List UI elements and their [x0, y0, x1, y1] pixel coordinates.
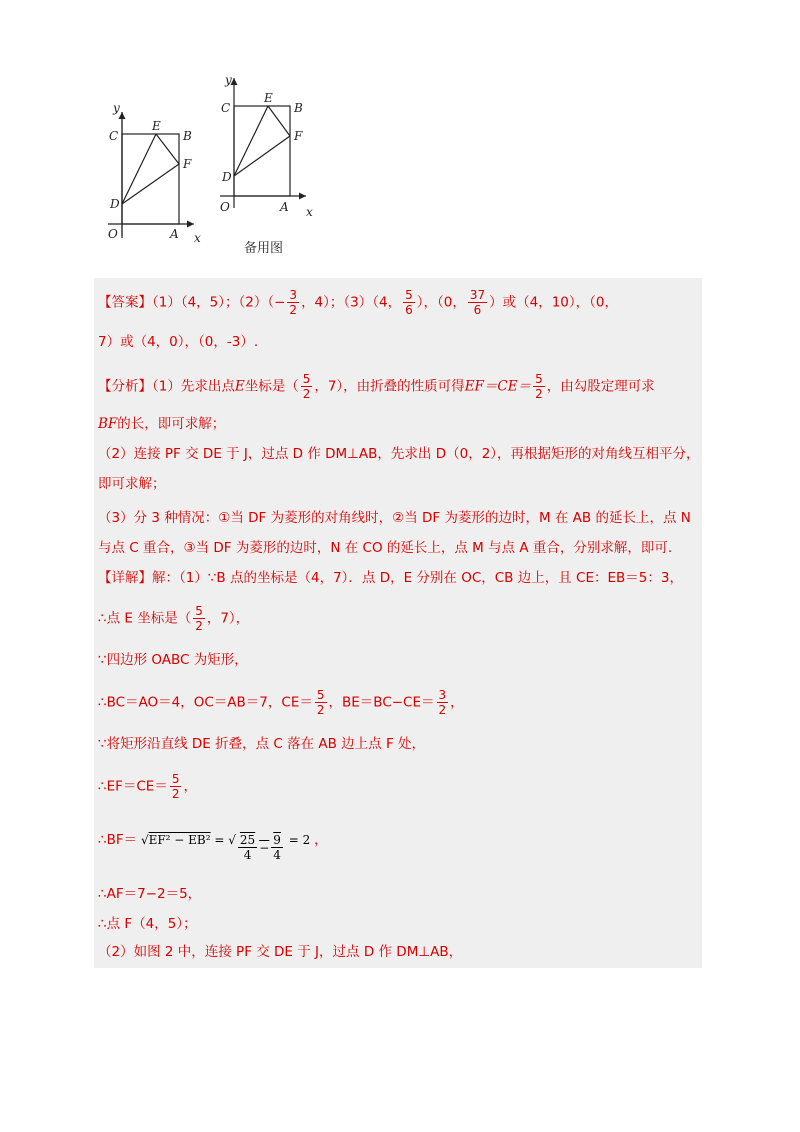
- analysis-line-1: 【分析】（1）先求出点E坐标是（ $\frac{5}{2}$ ，7），由折叠的性质可得EF＝CE＝ $\frac{5}{2}$ ，由勾股定理可求: [98, 372, 655, 401]
- fig1-d-label: D: [110, 197, 120, 211]
- fraction: $\frac{5}{2}$: [535, 372, 543, 401]
- fig2-f-label: F: [294, 129, 303, 143]
- fraction: $\frac{3}{2}$: [289, 288, 298, 317]
- fig2-d-label: D: [222, 170, 232, 184]
- coordinate-figures: [94, 68, 334, 268]
- detail-line-5: ∵将矩形沿直线 DE 折叠，点 C 落在 AB 边上点 F 处，: [98, 736, 426, 752]
- radical-expression: √EF² − EB² = √ $\frac{25}{4}$ − $\frac{9}{4}$ = 2: [137, 833, 311, 862]
- fig2-a-label: A: [280, 200, 289, 214]
- detail-line-7: ∴BF＝ √EF² − EB² = √ $\frac{25}{4}$ − $\frac{9}{4}$ = 2 ，: [98, 832, 328, 862]
- fig2-c-label: C: [221, 101, 231, 115]
- fig2-b-label: B: [294, 101, 303, 115]
- analysis-tag: 【分析】: [98, 378, 152, 395]
- fig2-x-label: x: [306, 205, 313, 219]
- fig1-a-label: A: [170, 227, 179, 241]
- figure-2: [220, 78, 306, 208]
- analysis-line-3: （2）连接 PF 交 DE 于 J，过点 D 作 DM⊥AB，先求出 D（0，2），再根据矩形的对角线互相平分，: [98, 446, 700, 462]
- fig2-o-label: O: [220, 200, 230, 214]
- fig1-o-label: O: [108, 227, 118, 241]
- figure-1: [108, 112, 194, 238]
- detail-line-8: ∴AF＝7−2＝5，: [98, 886, 202, 902]
- answer-tag: 【答案】: [98, 294, 152, 311]
- analysis-line-5: （3）分 3 种情况：①当 DF 为菱形的对角线时，②当 DF 为菱形的边时，M 在 AB 的延长上，点 N: [98, 510, 691, 526]
- spare-figure-caption: 备用图: [244, 241, 284, 256]
- fig1-e-label: E: [152, 119, 161, 133]
- fig1-x-label: x: [194, 231, 201, 245]
- fraction: $\frac{5}{2}$: [316, 688, 325, 717]
- fraction: $\frac{5}{6}$: [405, 288, 413, 317]
- detail-line-6: ∴EF＝CE＝ $\frac{5}{2}$ ，: [98, 772, 197, 801]
- fraction: $\frac{37}{6}$: [469, 288, 486, 317]
- fig1-f-label: F: [183, 157, 192, 171]
- detail-line-9: ∴点 F（4，5）；: [98, 916, 197, 932]
- detail-line-1: 【详解】解：（1）∵B 点的坐标是（4，7）．点 D，E 分别在 OC，CB 边上，且 CE：EB＝5：3，: [98, 570, 683, 586]
- fraction: $\frac{5}{2}$: [171, 772, 180, 801]
- fraction: $\frac{3}{2}$: [438, 688, 447, 717]
- detail-line-4: ∴BC＝AO＝4，OC＝AB＝7，CE＝ $\frac{5}{2}$ ，BE＝BC−CE＝ $\frac{3}{2}$ ，: [98, 688, 464, 717]
- fig1-y-label: y: [113, 101, 120, 115]
- analysis-line-2: BF的长，即可求解；: [98, 416, 226, 432]
- fig1-b-label: B: [183, 129, 192, 143]
- detail-line-2: ∴点 E 坐标是（ $\frac{5}{2}$ ，7），: [98, 604, 250, 633]
- fraction: $\frac{5}{2}$: [302, 372, 311, 401]
- fig2-y-label: y: [225, 73, 232, 87]
- answer-line-2: 7）或（4，0），（0，-3）.: [98, 334, 259, 350]
- detail-tag: 【详解】: [98, 570, 152, 586]
- fig2-e-label: E: [264, 91, 273, 105]
- detail-line-3: ∵四边形 OABC 为矩形，: [98, 652, 248, 668]
- analysis-line-6: 与点 C 重合，③当 DF 为菱形的边时，N 在 CO 的延长上，点 M 与点 A 重合，分别求解，即可.: [98, 540, 673, 556]
- solution-panel: [94, 278, 702, 968]
- analysis-line-4: 即可求解；: [98, 476, 166, 492]
- answer-line-1: 【答案】（1）（4，5）；（2）（− $\frac{3}{2}$ ，4）；（3）（4， $\frac{5}{6}$ ），（0， $\frac{37}{6}$ ）或（4，10），（0，: [98, 288, 618, 317]
- fig1-c-label: C: [109, 129, 119, 143]
- detail-line-10: （2）如图 2 中，连接 PF 交 DE 于 J，过点 D 作 DM⊥AB，: [98, 944, 463, 960]
- fraction: $\frac{5}{2}$: [195, 604, 203, 633]
